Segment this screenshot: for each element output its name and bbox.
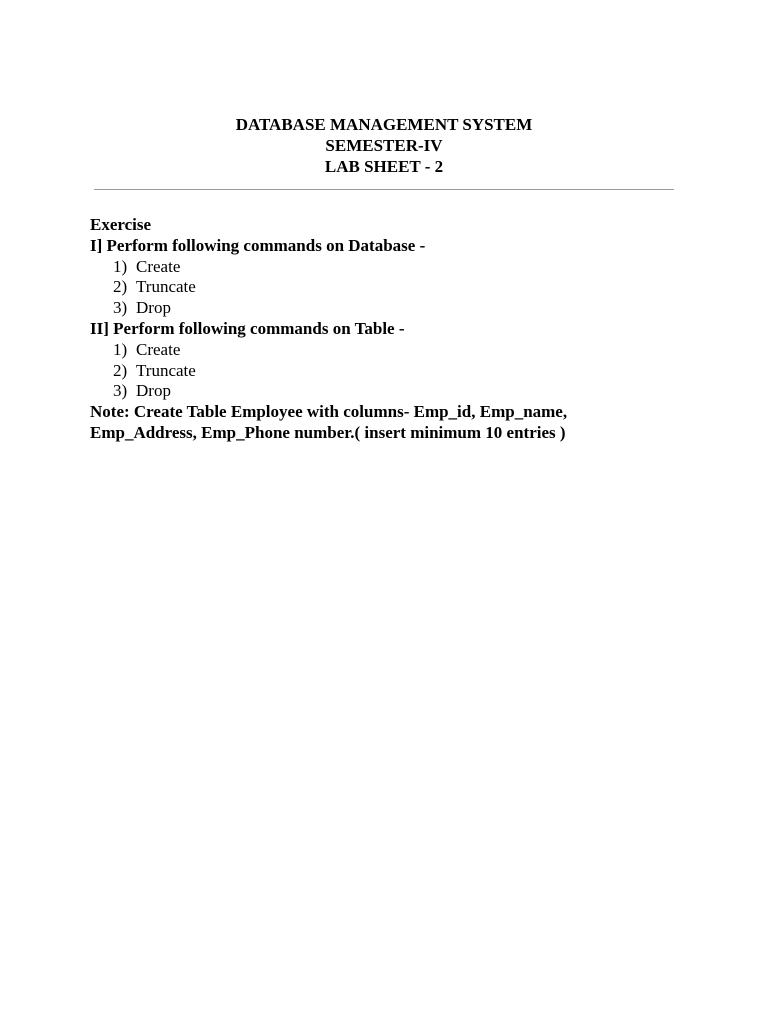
section-1-title: I] Perform following commands on Database -	[90, 235, 426, 255]
list-item	[90, 361, 710, 382]
list-item-number: 2)	[113, 360, 128, 380]
note-line-1: Note: Create Table Employee with columns- Emp_id, Emp_name,	[90, 402, 568, 422]
course-title: DATABASE MANAGEMENT SYSTEM	[235, 115, 533, 134]
list-item-text: Drop	[136, 298, 171, 318]
list-item-number: 1)	[113, 256, 128, 276]
exercise-heading: Exercise	[90, 215, 152, 234]
list-item	[90, 298, 710, 319]
list-item-text: Create	[136, 339, 181, 359]
list-item-number: 1)	[113, 339, 128, 359]
list-item-number: 2)	[113, 277, 128, 297]
document-header	[0, 114, 768, 177]
list-item	[90, 340, 710, 361]
list-item-text: Truncate	[136, 277, 196, 297]
list-item-text: Drop	[136, 381, 171, 401]
list-item-text: Truncate	[136, 360, 196, 380]
list-item	[90, 257, 710, 278]
list-item-text: Create	[136, 256, 181, 276]
note-line-2: Emp_Address, Emp_Phone number.( insert minimum 10 entries )	[90, 422, 566, 442]
list-item-number: 3)	[113, 298, 128, 318]
semester-label: SEMESTER-IV	[325, 136, 443, 155]
list-item-number: 3)	[113, 381, 128, 401]
lab-sheet-label: LAB SHEET - 2	[324, 157, 444, 176]
list-item	[90, 277, 710, 298]
section-2-title: II] Perform following commands on Table -	[90, 318, 405, 338]
header-divider	[94, 189, 674, 190]
exercise-body	[90, 215, 710, 444]
list-item	[90, 381, 710, 402]
